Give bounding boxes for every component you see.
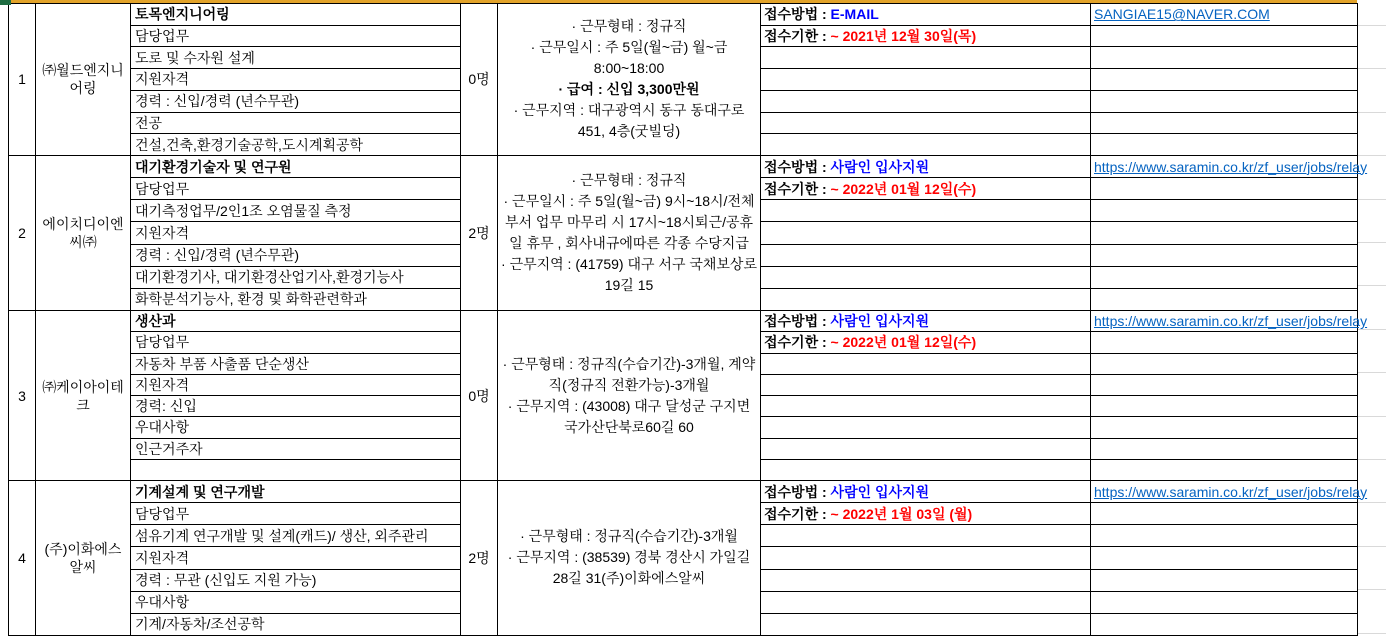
- headcount-cell: 0명: [461, 311, 498, 481]
- empty-cell: [1091, 200, 1358, 222]
- empty-cell: [761, 438, 1091, 459]
- detail-cell: 담당업무: [131, 503, 461, 525]
- condition-line: · 근무지역 : (41759) 대구 서구 국채보상로19길 15: [501, 255, 757, 293]
- empty-cell: [1091, 112, 1358, 134]
- detail-cell: 지원자격: [131, 69, 461, 91]
- empty-cell: [1091, 503, 1358, 525]
- deadline-value: ~ 2022년 1월 03일 (월): [830, 505, 973, 522]
- empty-cell: [1091, 244, 1358, 266]
- table-row: [9, 4, 1358, 26]
- condition-line: · 근무지역 : (38539) 경북 경산시 가일길28길 31(주)이화에스알씨: [507, 549, 751, 587]
- job-row-group: [8, 155, 1368, 311]
- empty-cell: [1091, 69, 1358, 91]
- gridline: [1357, 372, 1386, 373]
- job-row-group: [8, 480, 1368, 636]
- method-cell: [761, 4, 1091, 26]
- deadline-cell: [761, 178, 1091, 200]
- detail-cell: 우대사항: [131, 591, 461, 613]
- gridline: [1357, 285, 1386, 286]
- empty-cell: [761, 288, 1091, 310]
- empty-cell: [761, 591, 1091, 613]
- link-cell: [1091, 311, 1368, 332]
- link-cell: [1091, 4, 1358, 26]
- detail-cell: 담당업무: [131, 332, 461, 353]
- detail-cell: 경력: 신입: [131, 396, 461, 417]
- row-number-cell: 2: [9, 156, 36, 311]
- detail-cell: 경력 : 신입/경력 (년수무관): [131, 90, 461, 112]
- headcount-cell: 0명: [461, 4, 498, 156]
- empty-cell: [761, 525, 1091, 547]
- condition-line: · 근무일시 : 주 5일(월~금) 9시~18시/전체부서 업무 마무리 시 17시~18시퇴근/공휴일 휴무 , 회사내규에따른 각종 수당지급: [503, 192, 755, 251]
- deadline-cell: [761, 332, 1091, 353]
- detail-cell: 담당업무: [131, 25, 461, 47]
- method-value: 사람인 입사지원: [830, 313, 930, 330]
- method-value: 사람인 입사지원: [830, 158, 930, 175]
- detail-cell: 경력 : 무관 (신입도 지원 가능): [131, 569, 461, 591]
- empty-cell: [1091, 178, 1358, 200]
- detail-cell: 담당업무: [131, 178, 461, 200]
- empty-cell: [761, 47, 1091, 69]
- gridline: [1357, 589, 1386, 590]
- empty-cell: [761, 200, 1091, 222]
- method-label: 접수방법 :: [764, 6, 831, 23]
- table-row: [9, 481, 1358, 503]
- table-row: [9, 311, 1358, 332]
- condition-line: · 근무형태 : 정규직: [571, 18, 687, 35]
- empty-cell: [761, 112, 1091, 134]
- url-link[interactable]: https://www.saramin.co.kr/zf_user/jobs/relay: [1094, 158, 1368, 175]
- empty-cell: [1091, 417, 1358, 438]
- gridline: [1357, 633, 1386, 634]
- gridline: [1357, 459, 1386, 460]
- empty-cell: [761, 69, 1091, 91]
- deadline-cell: [761, 503, 1091, 525]
- empty-cell: [761, 222, 1091, 244]
- empty-cell: [761, 459, 1091, 480]
- empty-cell: [761, 374, 1091, 395]
- url-link[interactable]: https://www.saramin.co.kr/zf_user/jobs/relay: [1094, 483, 1368, 500]
- empty-cell: [1091, 591, 1358, 613]
- condition-line: · 근무일시 : 주 5일(월~금) 월~금 8:00~18:00: [530, 39, 728, 77]
- empty-cell: [1091, 613, 1358, 635]
- company-cell: (주)이화에스알씨: [36, 481, 131, 636]
- empty-cell: [761, 569, 1091, 591]
- company-cell: ㈜월드엔지니어링: [36, 4, 131, 156]
- condition-line: · 급여 : 신입 3,300만원: [558, 81, 700, 98]
- row-number-cell: 1: [9, 4, 36, 156]
- selection-corner: [0, 0, 11, 5]
- deadline-label: 접수기한 :: [764, 505, 831, 522]
- method-label: 접수방법 :: [764, 313, 831, 330]
- method-value: E-MAIL: [830, 6, 879, 23]
- condition-line: · 근무형태 : 정규직(수습기간)-3개월, 계약직(정규직 전환가능)-3개월: [502, 355, 756, 393]
- job-row-group: [8, 3, 1358, 156]
- gridline: [1357, 502, 1386, 503]
- empty-cell: [1091, 569, 1358, 591]
- method-label: 접수방법 :: [764, 158, 831, 175]
- gridline: [1357, 112, 1386, 113]
- condition-line: · 근무지역 : 대구광역시 동구 동대구로 451, 4층(굿빌딩): [513, 102, 745, 140]
- top-border: [8, 0, 1357, 3]
- condition-line: · 근무지역 : (43008) 대구 달성군 구지면 국가산단북로60길 60: [507, 397, 751, 435]
- conditions-list: [498, 156, 760, 310]
- empty-cell: [761, 353, 1091, 374]
- empty-cell: [1091, 222, 1358, 244]
- job-row-group: [8, 310, 1368, 481]
- empty-cell: [1091, 374, 1358, 395]
- method-cell: [761, 481, 1091, 503]
- empty-cell: [1091, 47, 1358, 69]
- headcount-cell: 2명: [461, 156, 498, 311]
- row-number-cell: 4: [9, 481, 36, 636]
- conditions-list: [498, 4, 760, 155]
- condition-line: · 근무형태 : 정규직(수습기간)-3개월: [520, 528, 738, 545]
- detail-cell: 대기환경기사, 대기환경산업기사,환경기능사: [131, 266, 461, 288]
- conditions-list: [498, 481, 760, 635]
- detail-cell: 지원자격: [131, 374, 461, 395]
- gridline: [1357, 199, 1386, 200]
- detail-cell: 건설,건축,환경기술공학,도시계획공학: [131, 134, 461, 156]
- method-value: 사람인 입사지원: [830, 483, 930, 500]
- empty-cell: [761, 547, 1091, 569]
- empty-cell: [761, 613, 1091, 635]
- detail-cell: 기계/자동차/조선공학: [131, 613, 461, 635]
- method-cell: [761, 156, 1091, 178]
- empty-cell: [1091, 547, 1358, 569]
- conditions-cell: [498, 156, 761, 311]
- empty-cell: [761, 266, 1091, 288]
- gridline: [1357, 416, 1386, 417]
- detail-cell: 인근거주자: [131, 438, 461, 459]
- empty-cell: [761, 396, 1091, 417]
- detail-cell: 대기측정업무/2인1조 오염물질 측정: [131, 200, 461, 222]
- empty-cell: [761, 90, 1091, 112]
- conditions-cell: [498, 4, 761, 156]
- empty-cell: [1091, 396, 1358, 417]
- link-cell: [1091, 481, 1368, 503]
- detail-cell: 우대사항: [131, 417, 461, 438]
- conditions-cell: [498, 481, 761, 636]
- gridline: [1357, 155, 1386, 156]
- detail-cell: 자동차 부품 사출품 단순생산: [131, 353, 461, 374]
- conditions-list: [498, 311, 760, 480]
- empty-cell: [761, 134, 1091, 156]
- row-number-cell: 3: [9, 311, 36, 481]
- email-link[interactable]: SANGIAE15@NAVER.COM: [1094, 6, 1270, 23]
- table-row: [9, 156, 1358, 178]
- deadline-label: 접수기한 :: [764, 28, 831, 45]
- gridline: [1357, 546, 1386, 547]
- deadline-label: 접수기한 :: [764, 334, 831, 351]
- empty-cell: [1091, 25, 1358, 47]
- empty-cell: [1091, 438, 1358, 459]
- empty-cell: [1091, 332, 1358, 353]
- url-link[interactable]: https://www.saramin.co.kr/zf_user/jobs/relay: [1094, 313, 1368, 330]
- deadline-cell: [761, 25, 1091, 47]
- headcount-cell: 2명: [461, 481, 498, 636]
- empty-cell: [1091, 288, 1358, 310]
- condition-line: · 근무형태 : 정규직: [571, 171, 687, 188]
- detail-cell: 섬유기계 연구개발 및 설계(캐드)/ 생산, 외주관리: [131, 525, 461, 547]
- empty-cell: [761, 244, 1091, 266]
- deadline-value: ~ 2021년 12월 30일(목): [830, 28, 977, 45]
- gridline: [1357, 68, 1386, 69]
- empty-cell: [1091, 353, 1358, 374]
- detail-cell: 지원자격: [131, 547, 461, 569]
- detail-cell: [131, 459, 461, 480]
- method-label: 접수방법 :: [764, 483, 831, 500]
- company-cell: 에이치디이엔씨㈜: [36, 156, 131, 311]
- gridline: [1357, 242, 1386, 243]
- empty-cell: [1091, 134, 1358, 156]
- deadline-value: ~ 2022년 01월 12일(수): [830, 334, 977, 351]
- empty-cell: [1091, 90, 1358, 112]
- empty-cell: [1091, 266, 1358, 288]
- detail-cell: 도로 및 수자원 설계: [131, 47, 461, 69]
- deadline-label: 접수기한 :: [764, 180, 831, 197]
- conditions-cell: [498, 311, 761, 481]
- detail-cell: 화학분석기능사, 환경 및 화학관련학과: [131, 288, 461, 310]
- gridline: [1357, 25, 1386, 26]
- detail-cell: 지원자격: [131, 222, 461, 244]
- company-cell: ㈜케이아이테크: [36, 311, 131, 481]
- detail-cell: 전공: [131, 112, 461, 134]
- detail-cell: 대기환경기술자 및 연구원: [131, 156, 461, 178]
- empty-cell: [1091, 459, 1358, 480]
- deadline-value: ~ 2022년 01월 12일(수): [830, 180, 977, 197]
- detail-cell: 경력 : 신입/경력 (년수무관): [131, 244, 461, 266]
- detail-cell: 기계설계 및 연구개발: [131, 481, 461, 503]
- detail-cell: 토목엔지니어링: [131, 4, 461, 26]
- empty-cell: [761, 417, 1091, 438]
- method-cell: [761, 311, 1091, 332]
- detail-cell: 생산과: [131, 311, 461, 332]
- empty-cell: [1091, 525, 1358, 547]
- link-cell: [1091, 156, 1368, 178]
